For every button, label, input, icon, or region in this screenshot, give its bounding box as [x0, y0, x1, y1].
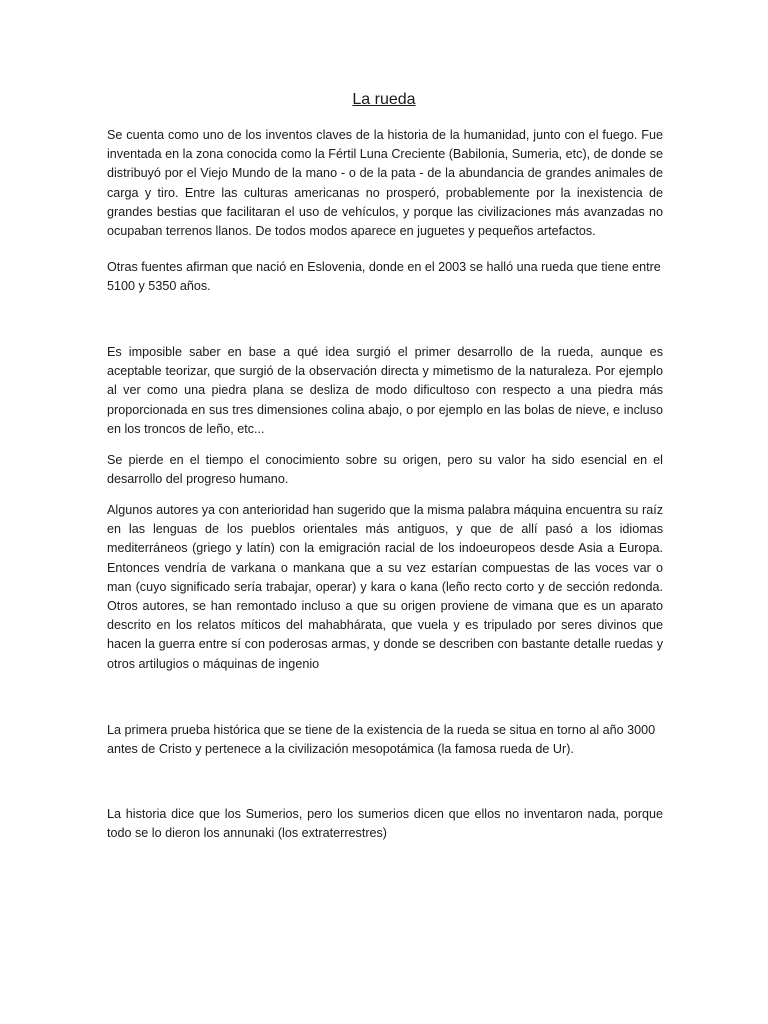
paragraph-sumerians: La historia dice que los Sumerios, pero los sumerios dicen que ellos no inventaron nada, porque todo se lo dieron los annunaki (los extraterrestres) — [107, 807, 663, 841]
paragraph-nature-observation: Es imposible saber en base a qué idea surgió el primer desarrollo de la rueda, aunque es aceptable teorizar, que surgió de la observación directa y mimetismo de la naturaleza. Por ejemplo al ver como una piedra plana se desliza de modo dificultoso con respecto a una piedra más proporcionada en sus tres dimensiones colina abajo, o por ejemplo en las bolas de nieve, e incluso en los troncos de leño, etc... — [107, 345, 663, 436]
paragraph-first-evidence: La primera prueba histórica que se tiene de la existencia de la rueda se situa en torno al año 3000 antes de Cristo y pertenece a la civilización mesopotámica (la famosa rueda de Ur). — [107, 723, 656, 757]
paragraph-progress: Se pierde en el tiempo el conocimiento sobre su origen, pero su valor ha sido esencial en el desarrollo del progreso humano. — [107, 453, 663, 487]
paragraph-invention-origin: Se cuenta como uno de los inventos claves de la historia de la humanidad, junto con el fuego. Fue inventada en la zona conocida como la Fértil Luna Creciente (Babilonia, Sumeria, etc), de donde se distribuyó por el Viejo Mundo de la mano - o de la pata - de la abundancia de grandes animales de carga y tiro. Entre las culturas americanas no prosperó, probablemente por la inexistencia de grandes bestias que facilitaran el uso de vehículos, y porque las civilizaciones más avanzadas no ocupaban terrenos llanos. De todos modos aparece en juguetes y pequeños artefactos. — [107, 128, 663, 239]
document-title: La rueda — [352, 91, 416, 108]
paragraph-slovenia: Otras fuentes afirman que nació en Eslovenia, donde en el 2003 se halló una rueda que tiene entre 5100 y 5350 años. — [107, 260, 661, 294]
paragraph-etymology: Algunos autores ya con anterioridad han sugerido que la misma palabra máquina encuentra su raíz en las lenguas de los pueblos orientales más antiguos, y que de allí pasó a los idiomas mediterráneos (griego y latín) con la emigración racial de los indoeuropeos desde Asia a Europa. Entonces vendría de varkana o mankana que a su vez estarían compuestas de las voces var o man (cuyo significado sería trabajar, operar) y kara o kana (leño recto corto y de sección redonda. Otros autores, se han remontado incluso a que su origen proviene de vimana que es un aparato descrito en los relatos míticos del mahabhárata, que vuela y es tripulado por seres divinos que hacen la guerra entre sí con poderosas armas, y donde se describen con bastante detalle ruedas y otros artilugios o máquinas de ingenio — [107, 503, 663, 671]
